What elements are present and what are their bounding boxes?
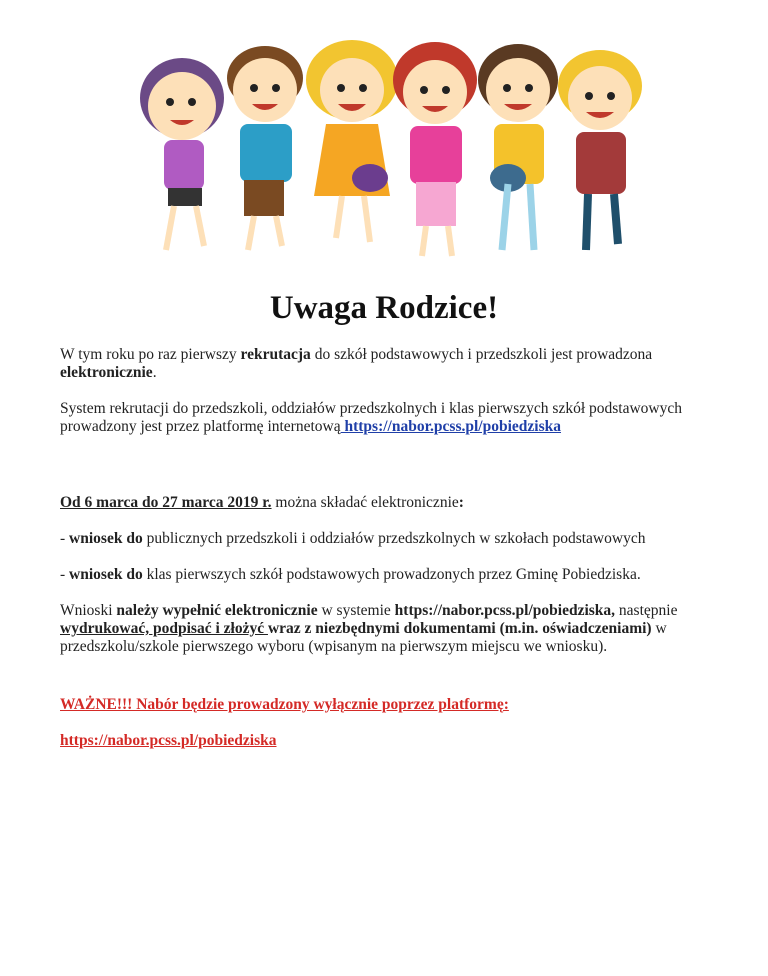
- bold-text: https://nabor.pcss.pl/pobiedziska,: [394, 602, 616, 619]
- notice-body: [60, 346, 720, 750]
- text: klas pierwszych szkół podstawowych prowadzonych przez Gminę Pobiedziska.: [142, 566, 641, 583]
- text: następnie: [615, 602, 678, 619]
- paragraph-system: [60, 400, 720, 436]
- bold-text: należy wypełnić elektronicznie: [116, 602, 318, 619]
- kid-1: [140, 58, 224, 250]
- list-item-school: [60, 566, 720, 584]
- bold-text: wniosek do: [69, 566, 143, 583]
- warning-label: WAŻNE!!! Nabór będzie prowadzony wyłącznie poprzez platformę:: [60, 696, 509, 713]
- text: w systemie: [317, 602, 395, 619]
- children-group-illustration: [130, 28, 650, 278]
- warning-link-row: [60, 732, 720, 750]
- bold-text: wniosek do: [69, 530, 143, 547]
- bold-underlined-text: wydrukować, podpisać i złożyć: [60, 620, 268, 637]
- kid-4: [393, 42, 477, 256]
- text: System rekrutacji do przedszkoli, oddziałów przedszkolnych i klas pierwszych szkół podstawowych prowadzony jest przez platformę internetową: [60, 400, 682, 435]
- text: Wnioski: [60, 602, 117, 619]
- kid-5: [478, 44, 558, 250]
- paragraph-intro: [60, 346, 720, 382]
- text: do szkół podstawowych i przedszkoli jest prowadzona: [310, 346, 653, 363]
- bold-text: wraz z niezbędnymi dokumentami (m.in. oświadczeniami): [267, 620, 652, 637]
- list-item-preschool: [60, 530, 720, 548]
- warning-link[interactable]: https://nabor.pcss.pl/pobiedziska: [60, 732, 277, 749]
- page-title: Uwaga Rodzice!: [269, 290, 499, 326]
- text: W tym roku po raz pierwszy: [60, 346, 241, 363]
- kid-3: [306, 40, 398, 242]
- kid-6: [558, 50, 642, 250]
- text: w przedszkolu/szkole pierwszego wyboru (wpisanym na pierwszym miejscu we wniosku).: [60, 620, 667, 655]
- dash: -: [60, 566, 70, 583]
- kid-2: [227, 46, 303, 250]
- text: publicznych przedszkoli i oddziałów przedszkolnych w szkołach podstawowych: [142, 530, 646, 547]
- nabor-link[interactable]: https://nabor.pcss.pl/pobiedziska: [340, 418, 561, 435]
- dash: -: [60, 530, 70, 547]
- text: .: [152, 364, 157, 381]
- paragraph-dates: [60, 494, 720, 512]
- paragraph-instructions: [60, 602, 720, 656]
- dates-text: Od 6 marca do 27 marca 2019 r.: [60, 494, 272, 511]
- text: można składać elektronicznie: [271, 494, 459, 511]
- warning-text: [60, 696, 720, 714]
- bold-text: rekrutacja: [240, 346, 311, 363]
- text: :: [458, 494, 464, 511]
- bold-text: elektronicznie: [60, 364, 153, 381]
